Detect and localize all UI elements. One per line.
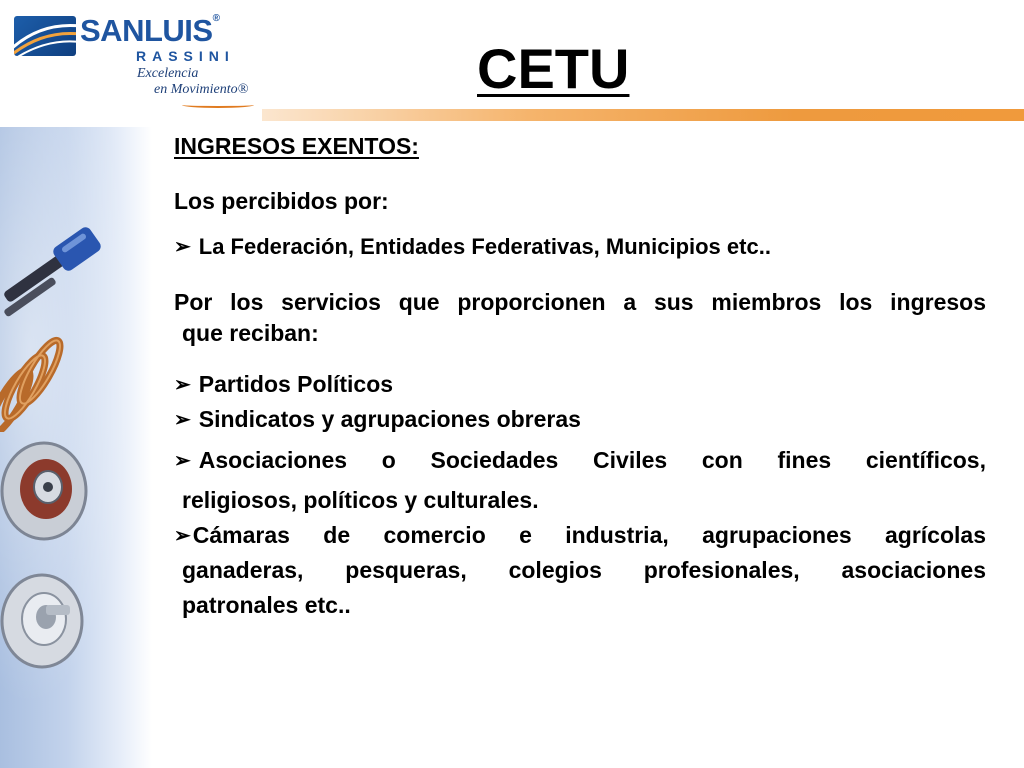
logo-emblem-icon [14,16,76,56]
logo-tagline-line2: en Movimiento® [154,82,249,97]
company-logo [14,12,264,104]
list-item-asociaciones [174,444,986,478]
paragraph-servicios-line1: Por los servicios que proporcionen a sus miembros los ingresos [174,289,986,315]
arrow-bullet-icon: ➢ [174,525,191,547]
logo-brand-name: SANLUIS® [80,13,220,48]
list-item-camaras [174,519,986,553]
slide-title: CETU [477,37,630,100]
logo-sub-brand: RASSINI [136,48,235,64]
list-item-camaras-line3: patronales etc.. [182,592,351,618]
list-item-sindicatos: ➢ Sindicatos y agrupaciones obreras [174,403,986,437]
arrow-bullet-icon: ➢ [174,374,191,396]
list-item-asociaciones-line1: Asociaciones o Sociedades Civiles con fines científicos, [198,447,986,473]
decorative-side-panel [0,127,152,768]
header-divider-bar [262,109,1024,121]
paragraph-servicios-line2: que reciban: [182,320,319,346]
list-item-camaras-line1: Cámaras de comercio e industria, agrupaciones agrícolas [192,522,986,548]
arrow-bullet-icon: ➢ [174,409,191,431]
brake-rotor-image [0,565,100,675]
arrow-bullet-icon: ➢ [174,450,191,472]
shock-absorber-image [0,207,120,327]
section-heading: INGRESOS EXENTOS: [174,133,419,159]
list-item-partidos: ➢ Partidos Políticos [174,368,986,402]
list-item-camaras-line2: ganaderas, pesqueras, colegios profesionales, asociaciones [182,557,986,583]
list-item-federacion: ➢ La Federación, Entidades Federativas, Municipios etc.. [174,231,986,264]
list-item-asociaciones-line2: religiosos, políticos y culturales. [182,487,539,513]
brake-disc-image [0,435,100,545]
tagline-swoosh [182,102,254,108]
coil-spring-image [0,332,90,432]
arrow-bullet-icon: ➢ [174,236,191,258]
logo-tagline-line1: Excelencia [137,66,199,81]
intro-text: Los percibidos por: [174,188,389,214]
